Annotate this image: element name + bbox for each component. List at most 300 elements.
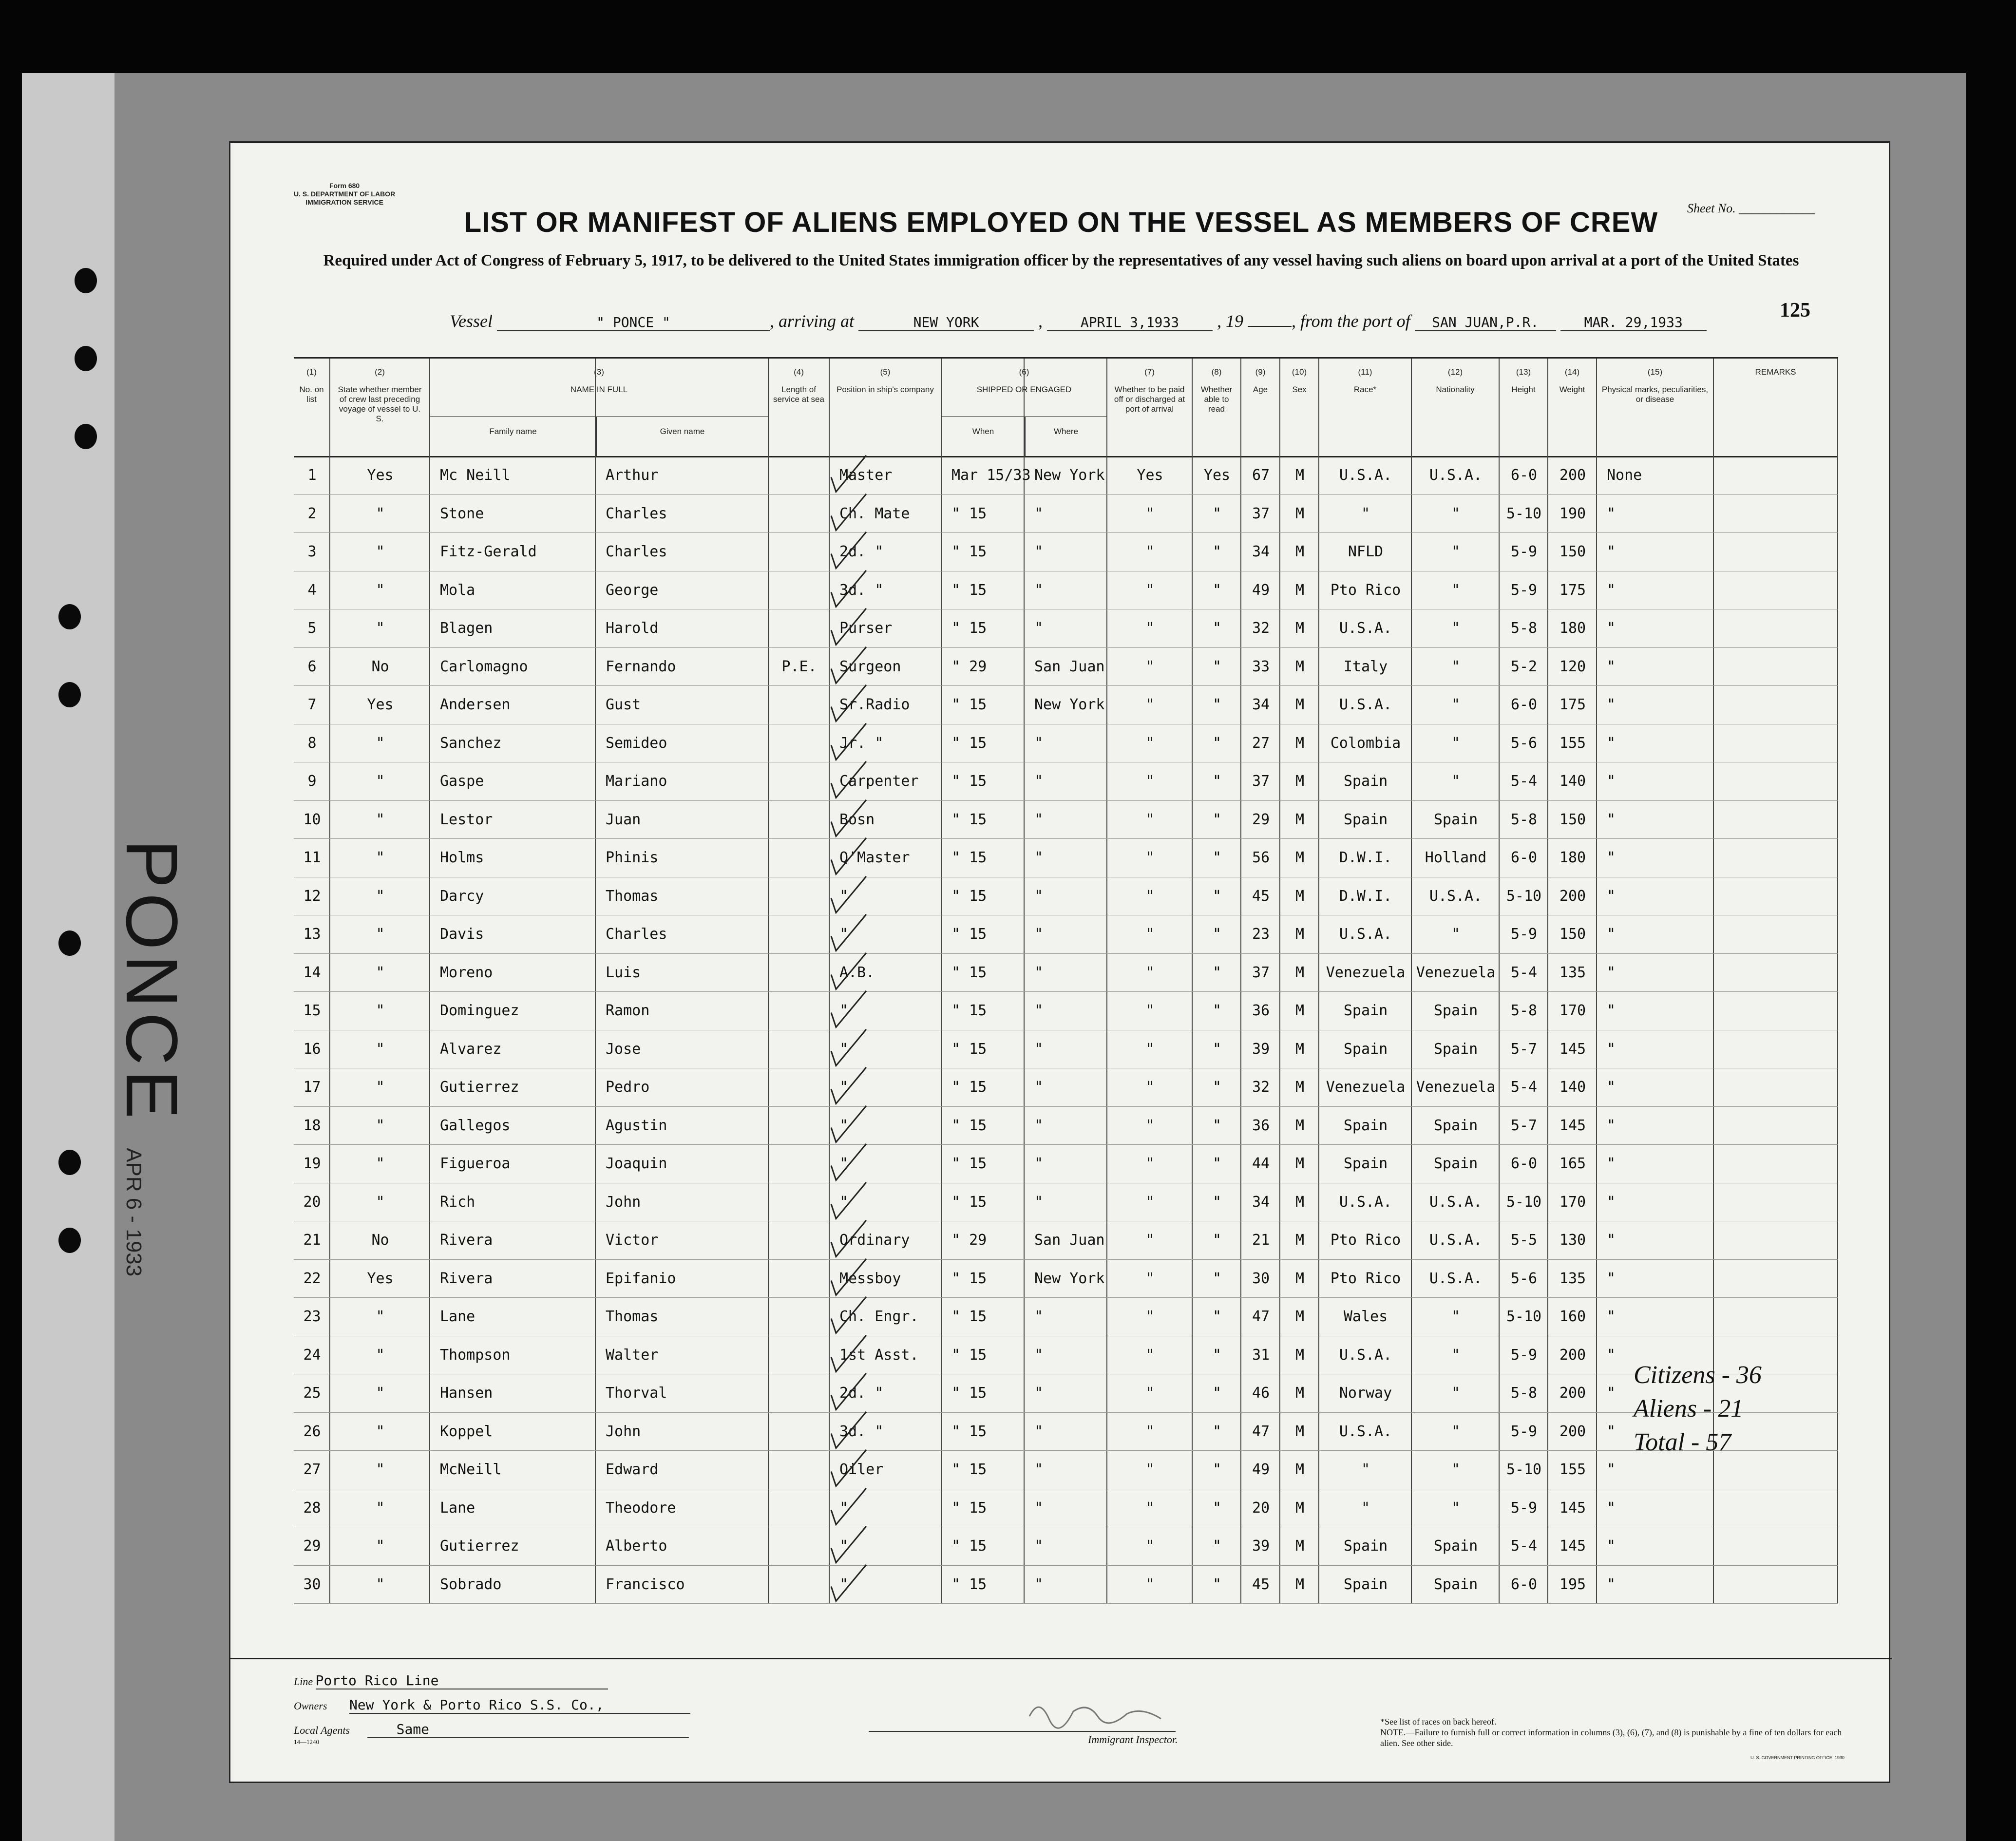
column-number: (13): [1516, 367, 1531, 377]
table-cell: A.B.: [839, 964, 875, 981]
table-cell: P.E.: [781, 658, 817, 675]
table-cell: 6: [307, 658, 317, 675]
table-cell: 37: [1252, 964, 1270, 981]
subcolumn-divider: [1025, 417, 1026, 456]
table-cell: ": [1034, 849, 1044, 866]
table-cell: " 15: [951, 1499, 987, 1517]
check-mark-icon: [827, 1180, 871, 1224]
table-row: [294, 1412, 1838, 1451]
table-cell: ": [1145, 1117, 1155, 1134]
table-cell: M: [1295, 581, 1305, 599]
table-cell: Spain: [1433, 1575, 1478, 1593]
table-cell: ": [1212, 1308, 1222, 1325]
table-cell: 5-9: [1510, 1346, 1538, 1364]
check-mark-icon: [827, 1486, 871, 1530]
table-cell: Gutierrez: [440, 1079, 519, 1096]
table-cell: Yes: [367, 696, 394, 713]
line-value: Porto Rico Line: [316, 1672, 608, 1689]
check-mark-icon: [827, 1027, 871, 1071]
table-cell: 200: [1559, 467, 1586, 484]
table-cell: San Juan: [1034, 658, 1105, 675]
table-cell: Spain: [1343, 1575, 1388, 1593]
table-cell: ": [376, 1499, 385, 1517]
column-number: (7): [1144, 367, 1155, 377]
table-cell: ": [1212, 964, 1222, 981]
table-cell: 34: [1252, 543, 1270, 560]
table-cell: 3: [307, 543, 317, 560]
table-cell: " 15: [951, 543, 987, 560]
check-mark-icon: [827, 454, 871, 497]
table-cell: ": [1034, 1308, 1044, 1325]
column-header: [1193, 359, 1241, 456]
table-cell: M: [1295, 505, 1305, 522]
column-label: Physical marks, peculiarities, or disease: [1601, 385, 1709, 404]
column-label: Whether able to read: [1200, 385, 1233, 414]
table-cell: ": [1145, 1040, 1155, 1058]
table-cell: San Juan: [1034, 1232, 1105, 1249]
table-row: [294, 571, 1838, 609]
table-cell: M: [1295, 1346, 1305, 1364]
table-cell: Harold: [606, 620, 659, 637]
table-cell: " 15: [951, 773, 987, 790]
table-cell: Spain: [1343, 1537, 1388, 1555]
table-cell: Thomas: [606, 887, 659, 905]
table-cell: 5-4: [1510, 1537, 1538, 1555]
table-cell: ": [1034, 1346, 1044, 1364]
table-cell: " 15: [951, 1117, 987, 1134]
table-cell: 200: [1559, 1385, 1586, 1402]
table-cell: " 15: [951, 1193, 987, 1211]
table-cell: 180: [1559, 849, 1586, 866]
column-sublabel: Where: [1053, 427, 1079, 436]
table-cell: John: [606, 1193, 641, 1211]
table-cell: Andersen: [440, 696, 511, 713]
table-cell: ": [1607, 1461, 1616, 1478]
table-cell: M: [1295, 1193, 1305, 1211]
table-cell: 9: [307, 773, 317, 790]
table-cell: ": [1212, 1079, 1222, 1096]
table-cell: 160: [1559, 1308, 1586, 1325]
table-cell: 37: [1252, 773, 1270, 790]
year-label: 19: [1226, 311, 1243, 331]
table-cell: 150: [1559, 811, 1586, 828]
table-cell: Purser: [839, 620, 893, 637]
table-row: [294, 1259, 1838, 1298]
table-cell: M: [1295, 811, 1305, 828]
table-cell: 5-6: [1510, 1270, 1538, 1287]
column-number: (9): [1255, 367, 1266, 377]
table-cell: ": [1145, 543, 1155, 560]
table-cell: 15: [303, 1002, 321, 1019]
table-cell: ": [1607, 505, 1616, 522]
table-cell: Koppel: [440, 1423, 493, 1440]
column-number: (3): [594, 367, 604, 377]
table-cell: ": [1212, 1040, 1222, 1058]
table-cell: ": [1034, 1499, 1044, 1517]
table-row: [294, 456, 1838, 494]
table-row: [294, 1527, 1838, 1565]
table-cell: M: [1295, 1537, 1305, 1555]
check-mark-icon: [827, 1257, 871, 1300]
table-cell: Moreno: [440, 964, 493, 981]
table-cell: ": [1607, 581, 1616, 599]
table-cell: 34: [1252, 1193, 1270, 1211]
table-cell: Pedro: [606, 1079, 650, 1096]
owners-field: [294, 1697, 690, 1714]
table-cell: 155: [1559, 1461, 1586, 1478]
table-cell: 31: [1252, 1346, 1270, 1364]
table-cell: ": [376, 1537, 385, 1555]
owners-label: Owners: [294, 1700, 327, 1712]
table-cell: 5-8: [1510, 620, 1538, 637]
table-cell: ": [376, 926, 385, 943]
table-cell: Spain: [1343, 773, 1388, 790]
table-cell: ": [1607, 964, 1616, 981]
table-cell: ": [1212, 734, 1222, 752]
table-cell: ": [1145, 1155, 1155, 1172]
table-cell: ": [1034, 1002, 1044, 1019]
table-cell: M: [1295, 1575, 1305, 1593]
table-cell: Q'Master: [839, 849, 910, 866]
table-cell: Joaquin: [606, 1155, 667, 1172]
subcolumn-divider: [596, 417, 597, 456]
table-cell: ": [839, 887, 849, 905]
table-cell: ": [1607, 1193, 1616, 1211]
table-cell: 4: [307, 581, 317, 599]
table-cell: " 15: [951, 696, 987, 713]
column-header: [294, 359, 330, 456]
table-cell: 1st Asst.: [839, 1346, 919, 1364]
table-cell: Pto Rico: [1330, 1232, 1401, 1249]
table-cell: ": [1145, 1270, 1155, 1287]
column-header: [330, 359, 430, 456]
table-cell: ": [1212, 1155, 1222, 1172]
check-mark-icon: [827, 492, 871, 535]
check-mark-icon: [827, 1104, 871, 1147]
table-cell: Gallegos: [440, 1117, 511, 1134]
table-cell: " 15: [951, 581, 987, 599]
arriving-at: NEW YORK: [858, 314, 1034, 331]
table-cell: 170: [1559, 1193, 1586, 1211]
table-cell: ": [1212, 1575, 1222, 1593]
table-cell: ": [1607, 811, 1616, 828]
table-cell: ": [376, 581, 385, 599]
table-cell: 7: [307, 696, 317, 713]
citizens-count: Citizens - 36: [1634, 1361, 1762, 1389]
table-cell: ": [376, 543, 385, 560]
table-cell: 5-8: [1510, 1002, 1538, 1019]
table-cell: ": [1145, 1308, 1155, 1325]
table-cell: ": [376, 1575, 385, 1593]
table-cell: 5-8: [1510, 811, 1538, 828]
table-cell: 5-9: [1510, 926, 1538, 943]
table-cell: Wales: [1343, 1308, 1388, 1325]
table-cell: ": [1607, 1385, 1616, 1402]
table-cell: 12: [303, 887, 321, 905]
table-cell: ": [376, 1385, 385, 1402]
table-cell: 10: [303, 811, 321, 828]
sheet-number: Sheet No. ____________: [1687, 201, 1815, 215]
column-label: State whether member of crew last preceding voyage of vessel to U. S.: [338, 385, 422, 423]
column-header: [1280, 359, 1319, 456]
table-cell: ": [1607, 849, 1616, 866]
table-cell: ": [1361, 505, 1370, 522]
table-cell: Semideo: [606, 734, 667, 752]
table-cell: ": [1034, 887, 1044, 905]
table-cell: U.S.A.: [1429, 467, 1483, 484]
table-cell: Luis: [606, 964, 641, 981]
table-cell: ": [1607, 1499, 1616, 1517]
table-cell: ": [839, 1499, 849, 1517]
punch-hole: [75, 424, 97, 449]
punch-hole: [58, 1228, 81, 1253]
table-cell: Stone: [440, 505, 484, 522]
table-cell: ": [1034, 964, 1044, 981]
punch-hole: [75, 268, 97, 293]
table-cell: ": [1145, 1461, 1155, 1478]
table-cell: Francisco: [606, 1575, 685, 1593]
check-mark-icon: [827, 569, 871, 612]
table-cell: 2d. ": [839, 543, 884, 560]
table-cell: ": [1034, 1117, 1044, 1134]
table-cell: ": [376, 1117, 385, 1134]
table-cell: ": [1034, 1155, 1044, 1172]
stamp-vessel: PONCE: [111, 839, 193, 1124]
table-row: [294, 1565, 1838, 1604]
table-cell: 135: [1559, 964, 1586, 981]
table-cell: M: [1295, 1308, 1305, 1325]
table-cell: 6-0: [1510, 1575, 1538, 1593]
table-cell: ": [1145, 887, 1155, 905]
table-cell: M: [1295, 734, 1305, 752]
table-cell: Sobrado: [440, 1575, 502, 1593]
table-cell: 28: [303, 1499, 321, 1517]
table-cell: 45: [1252, 1575, 1270, 1593]
table-cell: McNeill: [440, 1461, 502, 1478]
table-cell: 145: [1559, 1117, 1586, 1134]
table-cell: M: [1295, 658, 1305, 675]
column-header: [769, 359, 830, 456]
arrival-date: APRIL 3,1933: [1047, 314, 1213, 331]
table-cell: ": [376, 1308, 385, 1325]
table-cell: Thorval: [606, 1385, 667, 1402]
table-cell: 5-10: [1506, 1308, 1542, 1325]
table-cell: 6-0: [1510, 467, 1538, 484]
table-cell: 145: [1559, 1537, 1586, 1555]
table-cell: ": [1212, 620, 1222, 637]
table-cell: " 15: [951, 1040, 987, 1058]
table-cell: ": [1212, 1499, 1222, 1517]
table-cell: ": [1145, 964, 1155, 981]
table-cell: ": [1361, 1461, 1370, 1478]
table-cell: ": [1034, 505, 1044, 522]
table-cell: ": [1451, 926, 1461, 943]
table-cell: 11: [303, 849, 321, 866]
table-cell: ": [839, 926, 849, 943]
table-row: [294, 685, 1838, 724]
table-cell: Yes: [1137, 467, 1163, 484]
table-cell: Ch. Mate: [839, 505, 910, 522]
column-number: (12): [1447, 367, 1463, 377]
table-cell: 5: [307, 620, 317, 637]
table-cell: Ramon: [606, 1002, 650, 1019]
table-cell: 140: [1559, 1079, 1586, 1096]
table-cell: 200: [1559, 1346, 1586, 1364]
table-cell: M: [1295, 1423, 1305, 1440]
table-cell: 49: [1252, 1461, 1270, 1478]
table-cell: Spain: [1433, 1537, 1478, 1555]
table-cell: ": [1034, 543, 1044, 560]
column-header: [1548, 359, 1597, 456]
table-cell: 6-0: [1510, 1155, 1538, 1172]
table-cell: Rivera: [440, 1232, 493, 1249]
table-cell: 5-4: [1510, 1079, 1538, 1096]
table-cell: ": [1212, 1270, 1222, 1287]
row-rule: [294, 1603, 1838, 1604]
table-cell: 47: [1252, 1308, 1270, 1325]
column-label: SHIPPED OR ENGAGED: [976, 385, 1072, 394]
table-cell: 30: [303, 1575, 321, 1593]
table-cell: 140: [1559, 773, 1586, 790]
table-cell: Spain: [1433, 1155, 1478, 1172]
table-cell: ": [1451, 581, 1461, 599]
arriving-label: , arriving at: [769, 311, 854, 331]
table-cell: " 15: [951, 620, 987, 637]
form-number: Form 680: [329, 182, 360, 190]
table-cell: ": [1451, 543, 1461, 560]
table-cell: U.S.A.: [1339, 467, 1392, 484]
column-label: Whether to be paid off or discharged at port of arrival: [1114, 385, 1185, 414]
table-cell: ": [1212, 658, 1222, 675]
total-count: Total - 57: [1634, 1428, 1731, 1456]
table-cell: Darcy: [440, 887, 484, 905]
table-cell: Holms: [440, 849, 484, 866]
table-cell: Hansen: [440, 1385, 493, 1402]
table-cell: ": [1034, 1193, 1044, 1211]
column-header: [830, 359, 942, 456]
table-cell: Spain: [1343, 1155, 1388, 1172]
table-cell: 2: [307, 505, 317, 522]
table-cell: Mola: [440, 581, 475, 599]
table-cell: NFLD: [1348, 543, 1384, 560]
table-row: [294, 991, 1838, 1030]
table-row: [294, 1183, 1838, 1221]
table-cell: ": [1607, 1346, 1616, 1364]
table-cell: Thomas: [606, 1308, 659, 1325]
table-row: [294, 647, 1838, 686]
table-cell: ": [1451, 1308, 1461, 1325]
table-cell: " 15: [951, 926, 987, 943]
department: U. S. DEPARTMENT OF LABOR: [294, 190, 396, 198]
table-cell: Mc Neill: [440, 467, 511, 484]
table-cell: " 15: [951, 1002, 987, 1019]
table-row: [294, 1297, 1838, 1336]
departure-date: MAR. 29,1933: [1560, 314, 1707, 331]
table-cell: D.W.I.: [1339, 849, 1392, 866]
table-cell: 130: [1559, 1232, 1586, 1249]
table-cell: ": [1451, 1461, 1461, 1478]
table-cell: " 15: [951, 964, 987, 981]
table-cell: ": [376, 887, 385, 905]
table-cell: 45: [1252, 887, 1270, 905]
table-cell: ": [839, 1193, 849, 1211]
table-cell: ": [1607, 887, 1616, 905]
table-cell: 5-6: [1510, 734, 1538, 752]
table-cell: 18: [303, 1117, 321, 1134]
table-cell: Rich: [440, 1193, 475, 1211]
table-cell: U.S.A.: [1339, 926, 1392, 943]
table-cell: 1: [307, 467, 317, 484]
table-cell: ": [1145, 581, 1155, 599]
table-cell: M: [1295, 696, 1305, 713]
table-cell: Lane: [440, 1499, 475, 1517]
table-cell: 190: [1559, 505, 1586, 522]
table-cell: ": [376, 1079, 385, 1096]
page-number: 125: [1780, 299, 1810, 322]
printer-imprint: U. S. GOVERNMENT PRINTING OFFICE: 1930: [1750, 1755, 1845, 1760]
table-cell: ": [376, 1193, 385, 1211]
column-number: (11): [1358, 367, 1372, 377]
table-cell: Ch. Engr.: [839, 1308, 919, 1325]
table-cell: Pto Rico: [1330, 1270, 1401, 1287]
table-cell: Alvarez: [440, 1040, 502, 1058]
table-cell: ": [376, 505, 385, 522]
table-cell: Sr.Radio: [839, 696, 910, 713]
column-sublabel: Given name: [660, 427, 705, 436]
table-cell: Charles: [606, 543, 667, 560]
table-cell: ": [1034, 811, 1044, 828]
table-cell: ": [1607, 696, 1616, 713]
races-note: *See list of races on back hereof.: [1380, 1717, 1497, 1727]
table-cell: 44: [1252, 1155, 1270, 1172]
table-cell: Master: [839, 467, 893, 484]
table-cell: 13: [303, 926, 321, 943]
table-cell: ": [1145, 1193, 1155, 1211]
table-cell: M: [1295, 1040, 1305, 1058]
table-cell: M: [1295, 1499, 1305, 1517]
page-subtitle: Required under Act of Congress of February 5, 1917, to be delivered to the United States immigration officer by the representatives of any vessel having such aliens on board upon arrival at a port of the United States: [323, 252, 1799, 269]
table-cell: No: [371, 1232, 389, 1249]
table-cell: M: [1295, 849, 1305, 866]
table-cell: U.S.A.: [1339, 620, 1392, 637]
check-mark-icon: [827, 1524, 871, 1568]
table-cell: 14: [303, 964, 321, 981]
column-label: No. on list: [299, 385, 324, 404]
table-cell: ": [376, 734, 385, 752]
table-cell: 30: [1252, 1270, 1270, 1287]
table-cell: 32: [1252, 620, 1270, 637]
table-cell: ": [1451, 1499, 1461, 1517]
table-cell: " 15: [951, 505, 987, 522]
column-number: (4): [794, 367, 804, 377]
table-cell: Spain: [1343, 1002, 1388, 1019]
table-cell: ": [1145, 620, 1155, 637]
table-cell: ": [1607, 773, 1616, 790]
stamp-date: APR 6 - 1933: [122, 1148, 146, 1277]
table-cell: ": [1212, 581, 1222, 599]
table-cell: ": [839, 1040, 849, 1058]
table-cell: ": [1212, 696, 1222, 713]
table-cell: 200: [1559, 1423, 1586, 1440]
table-cell: 23: [303, 1308, 321, 1325]
table-cell: 5-9: [1510, 543, 1538, 560]
table-cell: Agustin: [606, 1117, 667, 1134]
manifest-sheet: [111, 141, 1890, 1783]
table-cell: ": [1145, 1232, 1155, 1249]
table-cell: ": [1607, 543, 1616, 560]
table-cell: ": [1212, 1232, 1222, 1249]
table-cell: ": [1607, 734, 1616, 752]
